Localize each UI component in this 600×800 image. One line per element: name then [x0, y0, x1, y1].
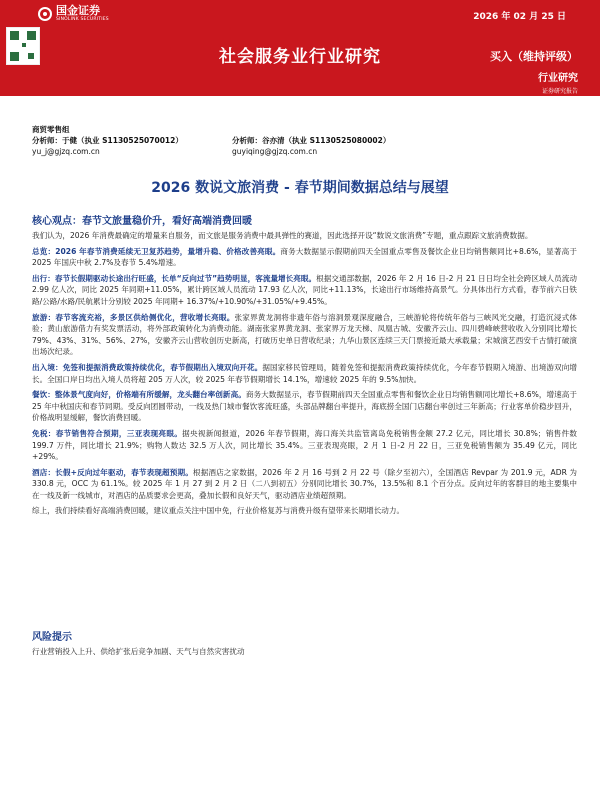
paragraph-body: 据国家移民管理局，随着免签和提振消费政策持续优化，今年春节假期入境游、出境游双向增长。全国口岸日均出入境人员将超 205 万人次，较 2025 年春节假期增长 14.1%，增速较 2025 年的 9.5%加快。 [32, 362, 578, 384]
logo-icon [38, 7, 52, 21]
paragraph-body: 据央视新闻报道，2026 年春节假期，海口海关共监管离岛免税销售金额 27.2 亿元，同比增长 30.8%；销售件数 199.7 万件，同比增长 21.9%；购物人数达 32.5 万人次，同比增长 35.4%。三亚表现亮眼，2 月 1 日-2 月 22 日，三亚免税销售额为 35.49 亿元，同比+29%。 [32, 428, 577, 462]
paragraph-body: 我们认为，2026 年消费最确定的增量来自服务，而文旅是服务消费中最具弹性的赛道，因此选择开设“数说文旅消费”专题，重点跟踪文旅消费数据。 [32, 231, 533, 240]
rating-label: 买入（维持评级） [490, 50, 578, 63]
article-title: 2026 数说文旅消费 - 春节期间数据总结与展望 [151, 180, 449, 196]
analyst-2-name: 分析师：谷亦清（执业 S1130525080002） [232, 136, 391, 145]
paragraph-body: 商务大数据显示假期前四天全国重点零售及餐饮企业日均销售额同比+8.6%，显著高于 2025 年国庆中秋 2.7%及春节 5.4%增速。 [32, 246, 578, 268]
paragraph [32, 230, 577, 242]
paragraph [32, 273, 577, 308]
analyst-names [32, 135, 572, 146]
core-heading: 核心观点：春节文旅量稳价升，看好高端消费回暖 [32, 216, 252, 227]
paragraph [32, 467, 577, 502]
paragraph-lead: 免税：春节销售符合预期，三亚表现亮眼。 [32, 428, 183, 438]
paragraph-lead: 出行：春节长假期驱动长途出行旺盛，长单“反向过节”趋势明显，客流量增长亮眼。 [32, 273, 317, 283]
analyst-1-email[interactable]: yu_j@gjzq.com.cn [32, 147, 100, 156]
paragraph [32, 428, 577, 463]
core-viewpoints [32, 212, 577, 521]
paragraph-lead: 酒店：长假+反向过年驱动，春节表现超预期。 [32, 467, 193, 477]
analyst-1-name: 分析师：于健（执业 S1130525070012） [32, 136, 183, 145]
paragraph-body: 商务大数据显示，春节假期前四天全国重点零售和餐饮企业日均销售额同比增长+8.6%，增速高于 25 年中秋国庆和春节同期。受反向团圆带动，一线及热门城市餐饮客流旺盛，头部品牌翻台率提升，海底捞全国门店翻台率创过三年新高；行业客单价稳步回升，价格战明显缓解，餐饮消费回暖。 [32, 390, 578, 423]
paragraph [32, 246, 577, 269]
analyst-2-email[interactable]: guyiqing@gjzq.com.cn [232, 147, 318, 156]
report-date: 2026 年 02 月 25 日 [473, 12, 566, 22]
logo-chinese-name: 国金证券 [56, 4, 100, 17]
logo-english-name: SINOLINK SECURITIES [56, 17, 109, 22]
analyst-emails [32, 146, 572, 157]
risk-text: 行业营销投入上升、供给扩张后竞争加剧、天气与自然灾害扰动 [32, 647, 245, 656]
paragraph [32, 312, 577, 358]
paragraph-body: 根据交通部数据，2026 年 2 月 16 日-2 月 21 日日均全社会跨区域人员流动 2.99 亿人次，同比 2025 年同期+11.05%，累计跨区域人员流动 17.93 亿人次，同比+11.13%，长途出行市场维持高景气。分具体出行方式看，春节前六日铁路/公路/水路/民航累计分别较 2025 年同期+ 16.37%/+10.90%/+31.05%/+9.45%。 [32, 273, 577, 306]
paragraph-lead: 旅游：春节客流充裕，多景区供给侧优化，营收增长亮眼。 [32, 312, 235, 322]
sinolink-logo [38, 5, 109, 22]
report-subtype: 证券研究报告 [541, 88, 578, 95]
paragraph-body: 张家界黄龙洞将非遗年俗与溶洞景观深度融合，三峡游轮将传统年俗与三峡风光交融，打造沉浸式体验；黄山旅游借力有奖发票活动，将外部政策转化为消费动能。湖南张家界黄龙洞、张家界万龙天梯、凤凰古城、安徽齐云山、四川碧峰峡营收收入分别同比增长 79%、43%、31%、56%、27%，安徽齐云山营收创历史新高，打破历史单日营收纪录；九华山景区连续三天门票接近最大承载量；宋城演艺西安千古情打破演出场次纪录。 [32, 312, 577, 357]
paragraph-body: 综上，我们持续看好高端消费回暖，建议重点关注中国中免，行业价格复苏与消费升级有望带来长期增长动力。 [32, 506, 405, 516]
risk-heading: 风险提示 [32, 632, 72, 643]
paragraph [32, 389, 577, 424]
report-type: 行业研究 [538, 73, 578, 84]
report-header [0, 0, 600, 96]
report-title: 社会服务业行业研究 [219, 47, 381, 67]
paragraph-lead: 餐饮：整体景气度向好，价格端有所缓解，龙头翻台率创新高。 [32, 390, 246, 400]
paragraph-lead: 总览：2026 年春节消费延续无卫复苏趋势，量增升稳、价格改善亮眼。 [32, 246, 281, 256]
sector-group: 商贸零售组 [32, 125, 70, 134]
paragraph-body: 根据酒店之家数据，2026 年 2 月 16 号到 2 月 22 号（除夕至初六），全国酒店 Revpar 为 201.9 元，ADR 为 330.8 元，OCC 为 61.1%。较 2025 年 1 月 27 到 2 月 2 日（二八到初五）分别同比增长 30.7%，13.5%和 8.1 个百分点。反向过年的客群目的地主要集中在一线及新一线城市，对酒店的品质要求会更高，叠加长假和良好天气，驱动酒店业绩超预期。 [32, 467, 577, 500]
paragraph [32, 505, 577, 517]
paragraph-lead: 出入境：免签和提振消费政策持续优化，春节假期出入境双向开花。 [32, 362, 263, 372]
risk-section [32, 628, 577, 657]
analyst-block [32, 124, 572, 157]
paragraph [32, 362, 577, 385]
